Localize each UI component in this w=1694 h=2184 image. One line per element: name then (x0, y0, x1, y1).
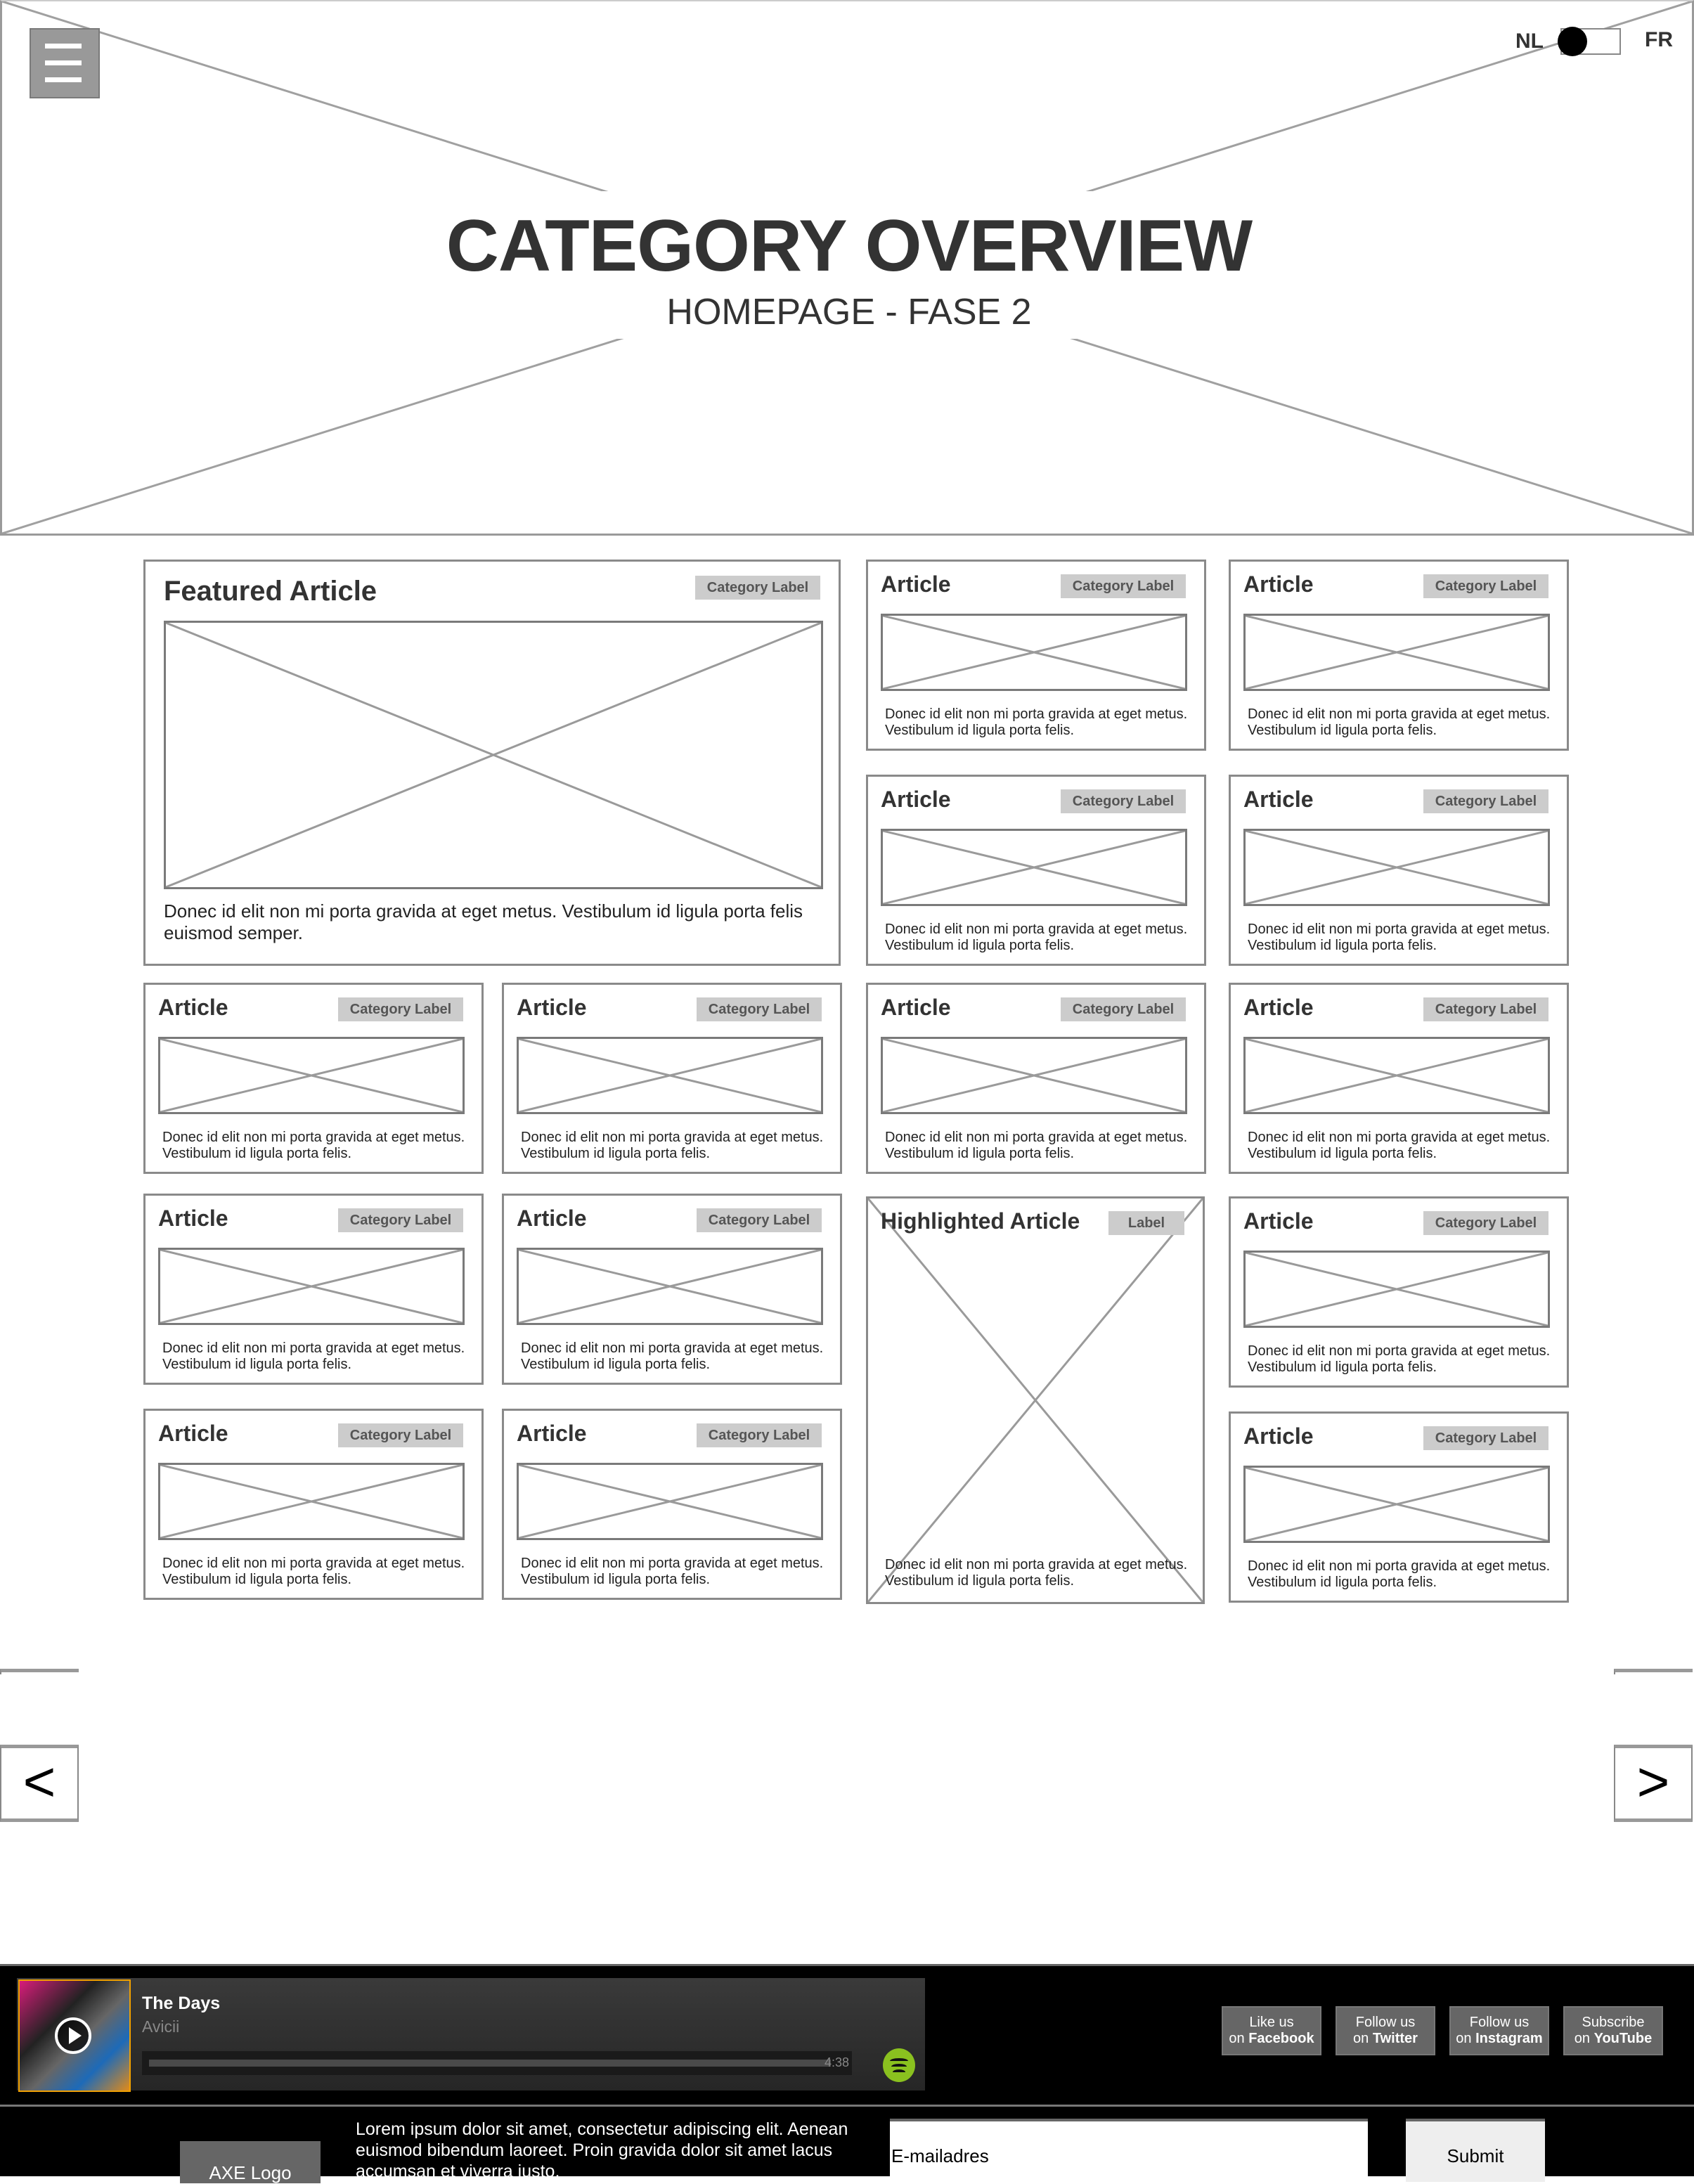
category-label[interactable]: Category Label (1061, 997, 1186, 1021)
featured-article-card[interactable] (143, 560, 841, 966)
article-card[interactable] (502, 1194, 842, 1385)
category-label[interactable]: Category Label (338, 1208, 463, 1232)
article-card[interactable] (143, 1409, 484, 1600)
social-line1: Follow us (1355, 2015, 1416, 2030)
image-placeholder-icon (1246, 1039, 1548, 1112)
article-title: Article (1243, 787, 1314, 812)
social-network: Twitter (1372, 2031, 1418, 2046)
article-card[interactable] (1229, 775, 1569, 966)
language-toggle[interactable] (1560, 28, 1621, 55)
article-placeholder-image (1243, 1251, 1550, 1328)
hamburger-icon-bar (45, 60, 82, 65)
article-card[interactable] (1229, 1411, 1569, 1603)
article-excerpt: Donec id elit non mi porta gravida at eget metus. Vestibulum id ligula porta felis. (885, 922, 1188, 953)
footer-description: Lorem ipsum dolor sit amet, consectetur adipiscing elit. Aenean euismod bibendum laoreet. Proin gravida dolor sit amet lacus accumsan et viverra justo. (356, 2119, 848, 2181)
carousel-ghost-left (0, 1669, 79, 1674)
article-placeholder-image (881, 829, 1187, 906)
article-placeholder-image (881, 1037, 1187, 1114)
article-title: Article (1243, 1208, 1314, 1234)
axe-logo[interactable]: AXE Logo (180, 2141, 321, 2183)
social-prefix: on (1574, 2031, 1594, 2046)
carousel-ghost-right (1614, 1669, 1693, 1674)
article-card[interactable] (1229, 1196, 1569, 1388)
hero-title-block (438, 191, 1260, 339)
artist-name: Avicii (142, 2017, 180, 2036)
category-label[interactable]: Category Label (695, 576, 820, 600)
category-label[interactable]: Category Label (1061, 789, 1186, 813)
article-title: Article (158, 995, 228, 1020)
track-duration: 4:38 (824, 2055, 849, 2069)
page-subtitle: HOMEPAGE - FASE 2 (666, 292, 1032, 332)
social-prefix: on (1456, 2031, 1476, 2046)
article-title: Article (517, 1421, 587, 1446)
article-placeholder-image (158, 1463, 465, 1540)
spotify-icon-wave (891, 2064, 907, 2069)
image-placeholder-icon (883, 616, 1185, 689)
article-title: Article (881, 571, 951, 597)
article-placeholder-image (517, 1248, 823, 1325)
social-prefix: on (1353, 2031, 1373, 2046)
image-placeholder-icon (1246, 1253, 1548, 1326)
lang-fr[interactable]: FR (1645, 28, 1673, 51)
article-excerpt: Donec id elit non mi porta gravida at eget metus. Vestibulum id ligula porta felis. (162, 1340, 465, 1372)
spotify-icon-wave (893, 2069, 905, 2075)
category-label[interactable]: Category Label (1061, 574, 1186, 598)
article-excerpt: Donec id elit non mi porta gravida at eget metus. Vestibulum id ligula porta felis. (521, 1556, 824, 1587)
image-placeholder-icon (166, 623, 821, 887)
article-excerpt: Donec id elit non mi porta gravida at eget metus. Vestibulum id ligula porta felis. (1248, 1558, 1551, 1590)
spotify-icon-wave (890, 2058, 908, 2064)
featured-placeholder-image (164, 621, 823, 889)
image-placeholder-icon (1246, 831, 1548, 904)
hero-banner (0, 0, 1694, 536)
spotify-player[interactable] (17, 1978, 925, 2091)
article-excerpt: Donec id elit non mi porta gravida at eget metus. Vestibulum id ligula porta felis. (1248, 706, 1551, 738)
article-placeholder-image (158, 1248, 465, 1325)
article-title: Article (881, 787, 951, 812)
social-line1: Subscribe (1582, 2015, 1645, 2030)
article-title: Article (1243, 995, 1314, 1020)
image-placeholder-icon (519, 1250, 821, 1323)
category-label[interactable]: Category Label (1423, 1426, 1548, 1450)
social-network: Instagram (1475, 2031, 1543, 2046)
category-label[interactable]: Category Label (697, 1208, 822, 1232)
article-title: Article (158, 1421, 228, 1446)
article-placeholder-image (1243, 829, 1550, 906)
hamburger-icon (45, 44, 82, 49)
article-excerpt: Donec id elit non mi porta gravida at eget metus. Vestibulum id ligula porta felis. (162, 1556, 465, 1587)
category-label[interactable]: Label (1108, 1211, 1184, 1235)
article-title: Article (517, 995, 587, 1020)
social-network: Facebook (1248, 2031, 1314, 2046)
page-title: CATEGORY OVERVIEW (446, 205, 1253, 287)
article-card[interactable] (866, 983, 1206, 1174)
progress-track[interactable] (142, 2051, 852, 2075)
category-label[interactable]: Category Label (1423, 1211, 1548, 1235)
article-card[interactable] (1229, 983, 1569, 1174)
article-excerpt: Donec id elit non mi porta gravida at eget metus. Vestibulum id ligula porta felis. (885, 1130, 1188, 1161)
article-title: Article (517, 1206, 587, 1231)
social-line1: Follow us (1469, 2015, 1530, 2030)
spotify-icon[interactable] (883, 2048, 915, 2082)
article-title: Article (881, 995, 951, 1020)
category-label[interactable]: Category Label (697, 997, 822, 1021)
category-label[interactable]: Category Label (697, 1423, 822, 1447)
article-card[interactable] (866, 560, 1206, 751)
facebook-button[interactable] (1222, 2006, 1321, 2055)
article-excerpt: Donec id elit non mi porta gravida at eget metus. Vestibulum id ligula porta felis. (1248, 1130, 1551, 1161)
image-placeholder-icon (883, 831, 1185, 904)
article-placeholder-image (881, 614, 1187, 691)
article-card[interactable] (502, 1409, 842, 1600)
hamburger-icon-bar (45, 77, 82, 82)
article-card[interactable] (143, 1194, 484, 1385)
category-label[interactable]: Category Label (1423, 789, 1548, 813)
article-placeholder-image (1243, 614, 1550, 691)
image-placeholder-icon (160, 1039, 463, 1112)
category-label[interactable]: Category Label (338, 997, 463, 1021)
image-placeholder-icon (160, 1250, 463, 1323)
social-line1: Like us (1249, 2015, 1294, 2030)
article-placeholder-image (517, 1463, 823, 1540)
play-icon[interactable] (55, 2017, 91, 2054)
article-placeholder-image (517, 1037, 823, 1114)
article-card[interactable] (866, 775, 1206, 966)
image-placeholder-icon (883, 1039, 1185, 1112)
social-network: YouTube (1593, 2031, 1653, 2046)
lang-nl[interactable]: NL (1515, 30, 1544, 53)
article-placeholder-image (158, 1037, 465, 1114)
highlighted-article-excerpt: Donec id elit non mi porta gravida at eget metus. Vestibulum id ligula porta felis. (885, 1557, 1188, 1589)
image-placeholder-icon (868, 1198, 1203, 1602)
email-input[interactable]: E-mailadres (890, 2119, 1368, 2182)
category-label[interactable]: Category Label (1423, 574, 1548, 598)
image-placeholder-icon (519, 1039, 821, 1112)
album-art (18, 1979, 131, 2092)
song-title: The Days (142, 1994, 221, 2013)
article-excerpt: Donec id elit non mi porta gravida at eget metus. Vestibulum id ligula porta felis. (162, 1130, 465, 1161)
article-card[interactable] (143, 983, 484, 1174)
progress-bar[interactable] (149, 2060, 831, 2067)
article-card[interactable] (1229, 560, 1569, 751)
article-excerpt: Donec id elit non mi porta gravida at eget metus. Vestibulum id ligula porta felis. (521, 1130, 824, 1161)
article-card[interactable] (502, 983, 842, 1174)
prev-button[interactable]: < (0, 1745, 79, 1822)
category-label[interactable]: Category Label (1423, 997, 1548, 1021)
highlighted-article-title: Highlighted Article (881, 1208, 1080, 1234)
image-placeholder-icon (1246, 616, 1548, 689)
image-placeholder-icon (160, 1465, 463, 1538)
submit-button[interactable]: Submit (1406, 2119, 1545, 2182)
article-excerpt: Donec id elit non mi porta gravida at eget metus. Vestibulum id ligula porta felis. (521, 1340, 824, 1372)
twitter-button[interactable] (1336, 2006, 1435, 2055)
article-placeholder-image (1243, 1037, 1550, 1114)
image-placeholder-icon (519, 1465, 821, 1538)
featured-article-excerpt: Donec id elit non mi porta gravida at eget metus. Vestibulum id ligula porta felis euismod semper. (164, 900, 803, 943)
image-placeholder-icon (1246, 1468, 1548, 1541)
article-placeholder-image (1243, 1466, 1550, 1543)
article-excerpt: Donec id elit non mi porta gravida at eget metus. Vestibulum id ligula porta felis. (885, 706, 1188, 738)
social-prefix: on (1229, 2031, 1249, 2046)
toggle-knob (1558, 27, 1587, 56)
highlighted-article-card[interactable] (866, 1196, 1205, 1604)
instagram-button[interactable] (1449, 2006, 1549, 2055)
article-excerpt: Donec id elit non mi porta gravida at eget metus. Vestibulum id ligula porta felis. (1248, 1343, 1551, 1375)
category-label[interactable]: Category Label (338, 1423, 463, 1447)
youtube-button[interactable] (1563, 2006, 1663, 2055)
featured-article-title: Featured Article (164, 576, 377, 607)
article-excerpt: Donec id elit non mi porta gravida at eget metus. Vestibulum id ligula porta felis. (1248, 922, 1551, 953)
next-button[interactable]: > (1614, 1745, 1693, 1822)
hamburger-menu-button[interactable] (30, 28, 100, 98)
article-title: Article (158, 1206, 228, 1231)
article-title: Article (1243, 571, 1314, 597)
article-title: Article (1243, 1423, 1314, 1449)
